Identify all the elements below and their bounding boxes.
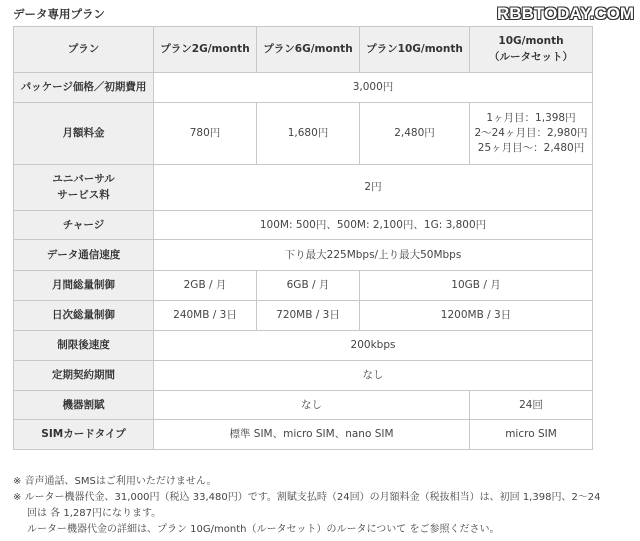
- daily-cap-6g: 720MB / 3日: [257, 301, 360, 331]
- table-row-throttled: [14, 331, 593, 361]
- header-plan-10g: プラン10G/month: [360, 27, 470, 73]
- table-header-row: [14, 27, 593, 73]
- note-1: ※ 音声通話、SMSはご利用いただけません。: [13, 476, 217, 487]
- monthly-2g: 780円: [154, 103, 257, 165]
- contract-period: なし: [154, 361, 593, 391]
- row-label-sim: SIMカードタイプ: [14, 420, 154, 450]
- table-row-sim: [14, 420, 593, 450]
- row-label-throttled: 制限後速度: [14, 331, 154, 361]
- sim-router: micro SIM: [470, 420, 593, 450]
- monthly-router-line1: 1ヶ月目：1,398円: [486, 111, 576, 124]
- table-row-charge: [14, 211, 593, 240]
- table-row-monthly: [14, 103, 593, 165]
- header-plan-2g: プラン2G/month: [154, 27, 257, 73]
- header-router-line2: （ルータセット）: [489, 50, 573, 63]
- monthly-cap-6g: 6GB / 月: [257, 271, 360, 301]
- monthly-router-line2: 2〜24ヶ月目：2,980円: [474, 126, 588, 139]
- row-label-speed: データ通信速度: [14, 240, 154, 271]
- row-label-package: パッケージ価格／初期費用: [14, 73, 154, 103]
- monthly-10g: 2,480円: [360, 103, 470, 165]
- table-row-installment: [14, 391, 593, 420]
- monthly-router: [470, 103, 593, 165]
- row-label-monthly-cap: 月間総量制御: [14, 271, 154, 301]
- note-2: ※ ルーター機器代金、31,000円（税込 33,480円）です。割賦支払時（24回）の月額料金（税抜相当）は、初回 1,398円、2〜24: [13, 492, 601, 503]
- daily-cap-2g: 240MB / 3日: [154, 301, 257, 331]
- daily-cap-10g: 1200MB / 3日: [360, 301, 593, 331]
- row-label-contract: 定期契約期間: [14, 361, 154, 391]
- sim-plans: 標準 SIM、micro SIM、nano SIM: [154, 420, 470, 450]
- table-row-speed: [14, 240, 593, 271]
- universal-label-line1: ユニバーサル: [52, 173, 115, 186]
- table-row-package: [14, 73, 593, 103]
- universal-label-line2: サービス料: [57, 188, 110, 201]
- installment-router: 24回: [470, 391, 593, 420]
- header-router-line1: 10G/month: [498, 35, 564, 48]
- header-plan: プラン: [14, 27, 154, 73]
- charge-value: 100M: 500円、500M: 2,100円、1G: 3,800円: [154, 211, 593, 240]
- row-label-universal: [14, 165, 154, 211]
- row-label-daily-cap: 日次総量制御: [14, 301, 154, 331]
- page-title: データ専用プラン: [13, 7, 105, 21]
- installment-plans: なし: [154, 391, 470, 420]
- monthly-router-line3: 25ヶ月目〜：2,480円: [477, 142, 585, 155]
- header-plan-10g-router: [470, 27, 593, 73]
- table-row-universal: [14, 165, 593, 211]
- plan-table: [13, 26, 593, 450]
- note-2-continued: 回は 各 1,287円になります。: [27, 508, 162, 519]
- row-label-installment: 機器割賦: [14, 391, 154, 420]
- speed-value: 下り最大225Mbps/上り最大50Mbps: [154, 240, 593, 271]
- note-3: ルーター機器代金の詳細は、プラン 10G/month（ルータセット）のルータについて をご参照ください。: [27, 524, 500, 535]
- row-label-charge: チャージ: [14, 211, 154, 240]
- table-row-contract: [14, 361, 593, 391]
- package-price: 3,000円: [154, 73, 593, 103]
- watermark: RBBTODAY.COM: [497, 4, 634, 23]
- monthly-cap-2g: 2GB / 月: [154, 271, 257, 301]
- table-row-monthly-cap: [14, 271, 593, 301]
- monthly-6g: 1,680円: [257, 103, 360, 165]
- table-row-daily-cap: [14, 301, 593, 331]
- throttled-speed: 200kbps: [154, 331, 593, 361]
- footnotes: [13, 474, 633, 538]
- universal-fee: 2円: [154, 165, 593, 211]
- row-label-monthly: 月額料金: [14, 103, 154, 165]
- monthly-cap-10g: 10GB / 月: [360, 271, 593, 301]
- header-plan-6g: プラン6G/month: [257, 27, 360, 73]
